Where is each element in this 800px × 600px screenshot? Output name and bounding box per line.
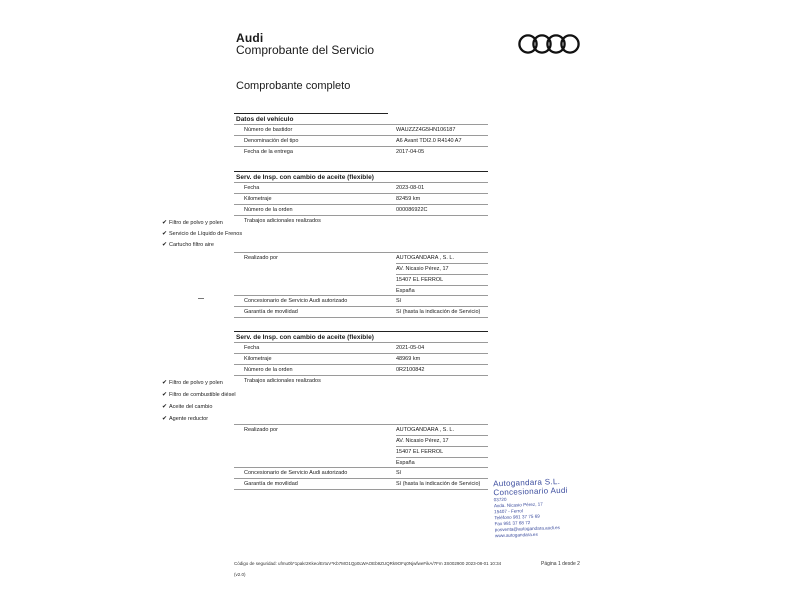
row-label: Kilometraje [244, 356, 272, 362]
stamp-line: Teléfono 981 37 75 69 [494, 513, 540, 521]
checkmark-icon: ✔ [162, 242, 168, 248]
row-divider [234, 364, 488, 365]
margin-mark [198, 298, 204, 299]
stamp-line: Autogandara S.L. [492, 476, 561, 489]
section-divider [234, 171, 488, 172]
row-label: Concesionario de Servicio Audi autorizado [244, 470, 348, 476]
row-divider [234, 182, 488, 183]
row-value: AV. Nicasio Pérez, 17 [396, 438, 449, 444]
row-value: 2021-05-04 [396, 345, 425, 351]
row-divider [234, 424, 488, 425]
row-label: Realizado por [244, 427, 278, 433]
row-value: Sí (hasta la indicación de Servicio) [396, 309, 481, 315]
row-label: Trabajos adicionales realizados [244, 218, 321, 224]
security-code: Código de seguridad: ufmu0b*1pakr2Kkeo/ErtuV*Kb7MO1Qp0LWAOEb9ZUQRk9OFq0NjwfweFikA/7Fm 3S002900 2023-08-01 10:34 [234, 561, 502, 566]
list-item [162, 403, 212, 410]
row-divider [234, 342, 488, 343]
row-divider [396, 457, 488, 458]
section-divider [234, 113, 388, 114]
work-item-label: Servicio de Líquido de Frenos [169, 231, 243, 237]
row-value: 2017-04-05 [396, 149, 425, 155]
row-divider [234, 135, 488, 136]
row-label: Kilometraje [244, 196, 272, 202]
list-item [162, 391, 236, 398]
checkmark-icon: ✔ [162, 416, 168, 422]
page-number: Página 1 desde 2 [541, 561, 580, 567]
row-divider [234, 306, 488, 307]
row-value: España [396, 460, 415, 466]
section-divider [234, 331, 488, 332]
row-divider [234, 467, 488, 468]
row-value: Sí [396, 470, 402, 476]
row-divider [234, 204, 488, 205]
checkmark-icon: ✔ [162, 220, 168, 226]
row-divider [234, 215, 488, 216]
row-divider [234, 193, 488, 194]
row-divider [234, 295, 488, 296]
row-value: 000086922C [396, 207, 428, 213]
stamp-line: Concesionario Audi [493, 485, 568, 498]
list-item [162, 219, 223, 226]
row-value: 15407 EL FERROL [396, 277, 444, 283]
row-label: Realizado por [244, 255, 278, 261]
row-divider [396, 274, 488, 275]
checkmark-icon: ✔ [162, 404, 168, 410]
row-value: AUTOGANDARA , S. L. [396, 255, 454, 261]
row-divider [396, 435, 488, 436]
row-divider [396, 263, 488, 264]
row-value: Sí [396, 298, 402, 304]
row-value: AV. Nicasio Pérez, 17 [396, 266, 449, 272]
stamp-line: Avda. Nicasio Pérez, 17 [493, 501, 543, 509]
checkmark-icon: ✔ [162, 231, 168, 237]
work-item-label: Filtro de polvo y polen [169, 220, 223, 226]
row-divider [396, 446, 488, 447]
list-item [162, 241, 214, 248]
row-value: 15407 EL FERROL [396, 449, 444, 455]
row-divider [234, 146, 488, 147]
audi-rings-icon [518, 33, 580, 55]
row-value: AUTOGANDARA , S. L. [396, 427, 454, 433]
work-item-label: Aceite del cambio [169, 404, 213, 410]
list-item [162, 415, 208, 422]
row-label: Número de la orden [244, 367, 293, 373]
vehicle-section-title: Datos del vehículo [236, 116, 294, 123]
list-item [162, 379, 223, 386]
row-value: 0R2100842 [396, 367, 425, 373]
row-value: WAUZZZ4G5HN106187 [396, 127, 456, 133]
row-label: Fecha [244, 185, 260, 191]
work-item-label: Cartucho filtro aire [169, 242, 214, 248]
document-title: Comprobante del Servicio [236, 43, 375, 57]
row-label: Garantía de movilidad [244, 481, 298, 487]
work-item-label: Agente reductor [169, 416, 209, 422]
row-label: Número de bastidor [244, 127, 293, 133]
row-label: Trabajos adicionales realizados [244, 378, 321, 384]
row-divider [396, 285, 488, 286]
row-label: Concesionario de Servicio Audi autorizado [244, 298, 348, 304]
row-divider [234, 478, 488, 479]
row-value: 82459 km [396, 196, 421, 202]
row-label: Denominación del tipo [244, 138, 299, 144]
work-item-label: Filtro de combustible diésel [169, 392, 236, 398]
service2-section-title: Serv. de Insp. con cambio de aceite (flexible) [236, 334, 374, 341]
row-divider [234, 489, 488, 490]
row-divider [234, 353, 488, 354]
checkmark-icon: ✔ [162, 392, 168, 398]
row-label: Garantía de movilidad [244, 309, 298, 315]
service1-section-title: Serv. de Insp. con cambio de aceite (flexible) [236, 174, 374, 181]
stamp-line: Fax 981 37 68 72 [494, 520, 531, 527]
list-item [162, 230, 242, 237]
row-value: 2023-08-01 [396, 185, 425, 191]
row-divider [234, 124, 488, 125]
stamp-line: www.autogandara.es [494, 531, 538, 539]
row-label: Número de la orden [244, 207, 293, 213]
stamp-line: 03720 [493, 496, 507, 503]
row-divider [234, 252, 488, 253]
stamp-line: posventa@autogandara.audi.es [494, 525, 560, 533]
row-value: Sí (hasta la indicación de Servicio) [396, 481, 481, 487]
row-divider [234, 375, 488, 376]
row-label: Fecha [244, 345, 260, 351]
row-label: Fecha de la entrega [244, 149, 293, 155]
row-value: España [396, 288, 415, 294]
row-divider [234, 317, 488, 318]
row-value: A6 Avant TDI2.0 R4140 A7 [396, 138, 462, 144]
work-item-label: Filtro de polvo y polen [169, 380, 223, 386]
checkmark-icon: ✔ [162, 380, 168, 386]
page-heading: Comprobante completo [236, 80, 351, 92]
document-version: (v2.0) [234, 572, 246, 577]
stamp-line: 15407 - Ferrol [494, 508, 524, 515]
audi-brand: Audi [236, 31, 264, 45]
row-value: 48969 km [396, 356, 421, 362]
dealer-stamp [493, 477, 569, 540]
